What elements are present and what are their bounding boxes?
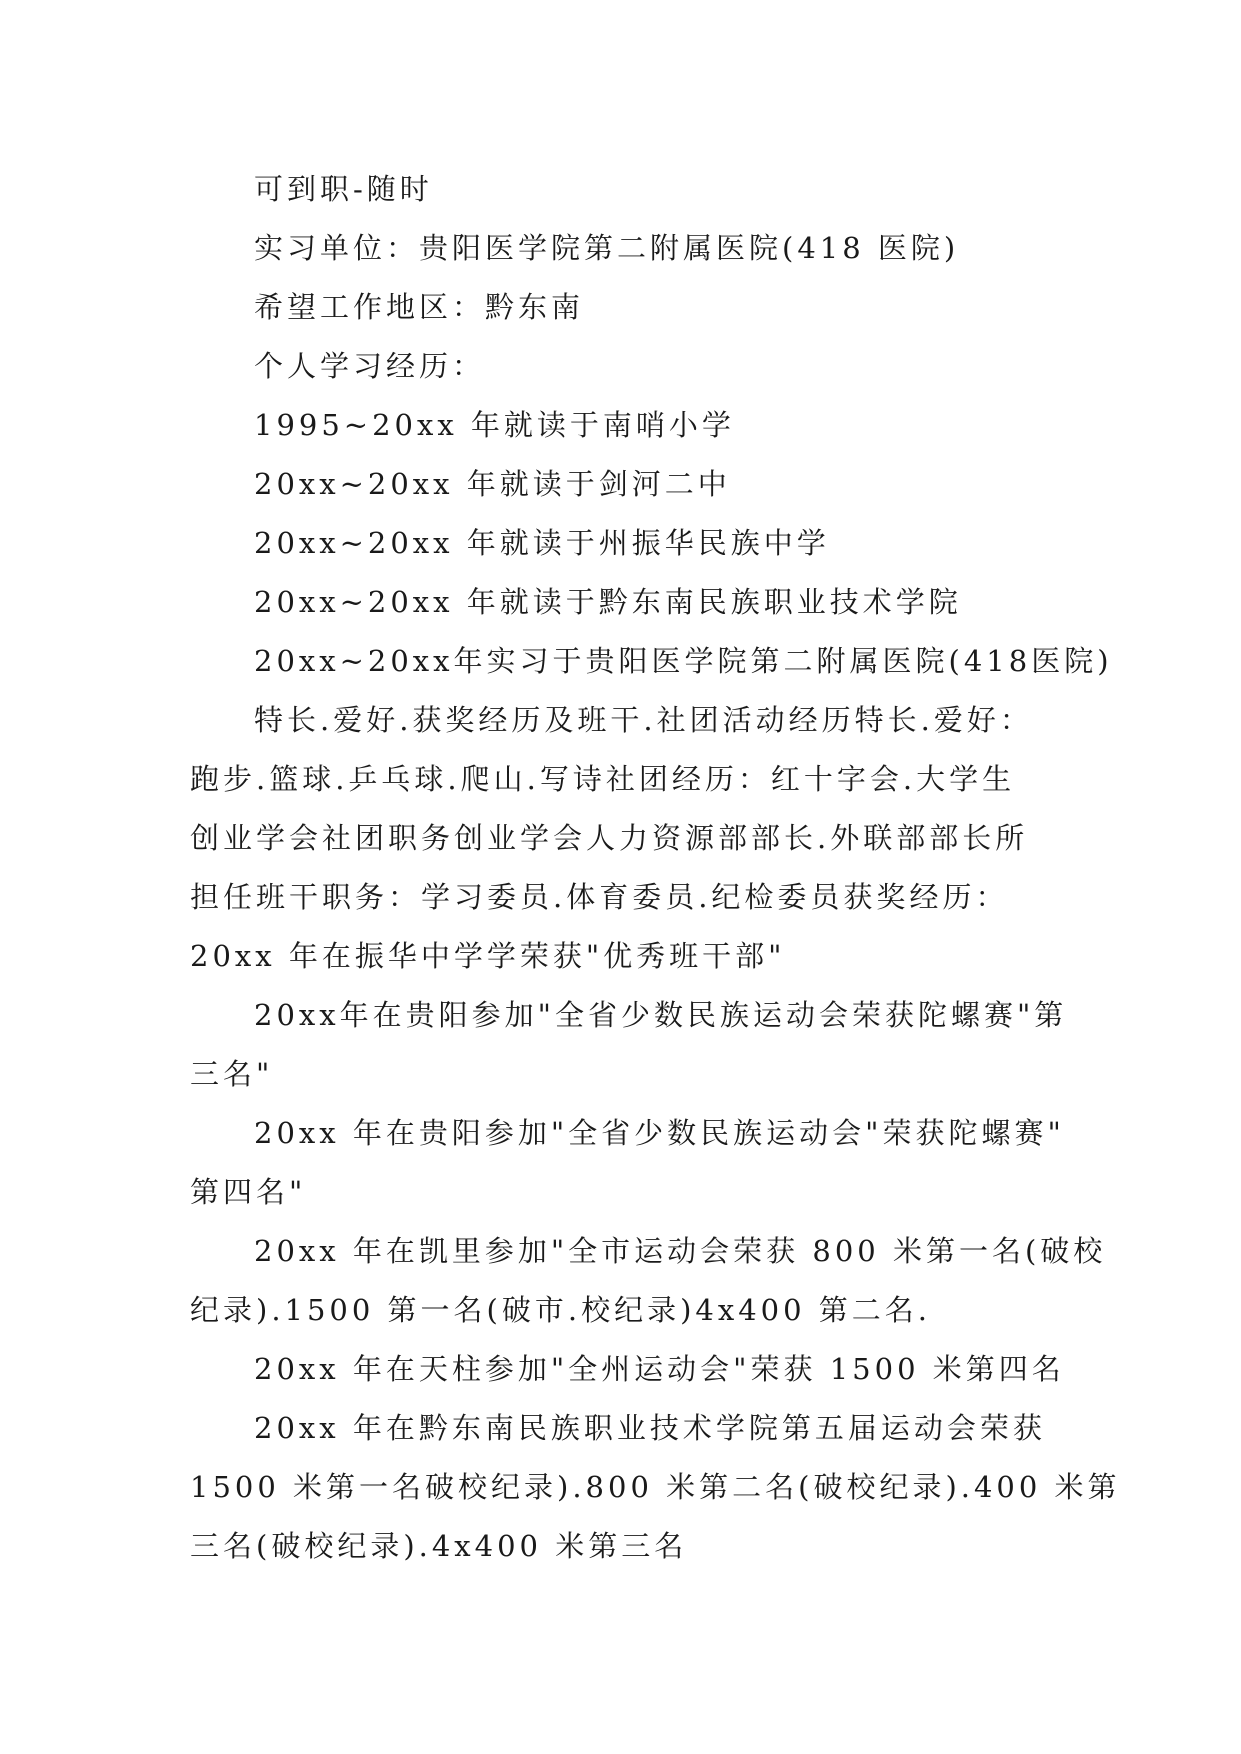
award-paragraph (190, 1399, 1121, 1576)
paragraph-line: 第四名" (190, 1175, 307, 1209)
paragraph-line: 20xx 年在贵阳参加"全省少数民族运动会"荣获陀螺赛" (254, 1116, 1065, 1150)
paragraph-line: 三名(破校纪录).4x400 米第三名 (190, 1529, 688, 1563)
desired-region-line: 希望工作地区：黔东南 (254, 290, 585, 324)
paragraph-line: 三名" (190, 1057, 274, 1091)
education-item: 1995~20xx 年就读于南哨小学 (254, 408, 735, 442)
paragraph-line: 20xx 年在黔东南民族职业技术学院第五届运动会荣获 (254, 1411, 1046, 1445)
paragraph-line: 担任班干职务：学习委员.体育委员.纪检委员获奖经历： (190, 880, 1009, 914)
skills-awards-paragraph (190, 691, 1070, 986)
education-item: 20xx~20xx 年就读于州振华民族中学 (254, 526, 830, 560)
paragraph-line: 跑步.篮球.乒乓球.爬山.写诗社团经历：红十字会.大学生 (190, 762, 1016, 796)
paragraph-line: 创业学会社团职务创业学会人力资源部部长.外联部部长所 (190, 821, 1029, 855)
award-paragraph (190, 1104, 1070, 1222)
paragraph-line: 纪录).1500 第一名(破市.校纪录)4x400 第二名. (190, 1293, 931, 1327)
paragraph-line: 20xx年在贵阳参加"全省少数民族运动会荣获陀螺赛"第 (254, 998, 1068, 1032)
education-item: 20xx~20xx年实习于贵阳医学院第二附属医院(418医院) (254, 644, 1113, 678)
paragraph-line: 特长.爱好.获奖经历及班干.社团活动经历特长.爱好： (254, 703, 1033, 737)
award-paragraph (190, 986, 1070, 1104)
resume-body (190, 160, 1121, 1576)
availability-line: 可到职-随时 (254, 172, 433, 206)
education-item: 20xx~20xx 年就读于剑河二中 (254, 467, 731, 501)
internship-unit-line: 实习单位：贵阳医学院第二附属医院(418 医院) (254, 231, 960, 265)
paragraph-line: 20xx 年在凯里参加"全市运动会荣获 800 米第一名(破校 (254, 1234, 1107, 1268)
paragraph-line: 20xx 年在振华中学学荣获"优秀班干部" (190, 939, 786, 973)
paragraph-line: 20xx 年在天柱参加"全州运动会"荣获 1500 米第四名 (254, 1352, 1065, 1386)
education-item: 20xx~20xx 年就读于黔东南民族职业技术学院 (254, 585, 962, 619)
award-paragraph (190, 1222, 1107, 1340)
paragraph-line: 1500 米第一名破校纪录).800 米第二名(破校纪录).400 米第 (190, 1470, 1121, 1504)
award-paragraph (190, 1340, 1070, 1399)
education-heading: 个人学习经历： (254, 349, 486, 383)
